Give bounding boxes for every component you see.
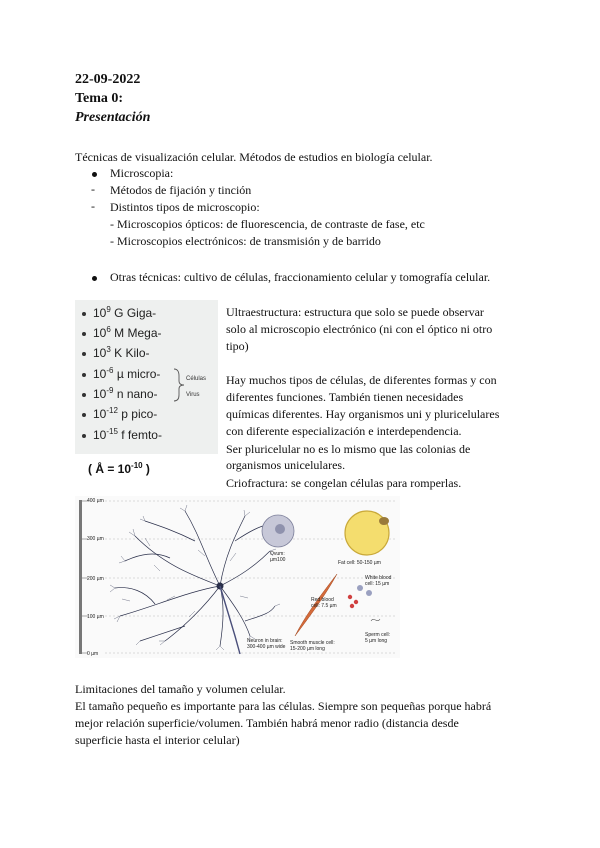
ovum-label: Ovum: [270,551,285,557]
ovum-nucleus-icon [275,524,285,534]
list-item: Métodos de fijación y tinción [110,183,252,197]
white-blood-cell-icon [357,585,363,591]
fat-cell-label: Fat cell: 50-150 µm [338,560,381,566]
prefix-item: $10^{-6}$ µ micro- [82,366,160,381]
red-blood-cell-icon [350,604,354,608]
fat-cell-nucleus-icon [379,517,389,525]
scale-label: 400 µm [87,498,104,504]
prefix-item: $10^3$ K Kilo- [82,345,150,360]
red-blood-cell-label: Red blood [311,597,334,603]
list-item: - Microscopios electrónicos: de transmisión y de barrido [110,234,381,248]
prefix-item: $10^{-9}$ n nano- [82,386,158,401]
bottom-text-line: El tamaño pequeño es importante para las células. Siempre son pequeñas porque habrá [75,699,492,713]
prefix-item: $10^9$ G Giga- [82,305,156,320]
scale-label: 200 µm [87,576,104,582]
bottom-text-line: mejor relación superficie/volumen. También habrá menor radio (distancia desde [75,716,459,730]
date: 22-09-2022 [75,72,141,87]
smooth-muscle-label: Smooth muscle cell: [290,640,335,646]
list-item: - Microscopios ópticos: de fluorescencia, de contraste de fase, etc [110,217,425,231]
prefix-item: $10^6$ M Mega- [82,325,162,340]
white-blood-cell-label: White blood [365,575,392,581]
right-text-line: Criofractura: se congelan células para romperlas. [226,476,462,490]
smooth-muscle-label: 15-200 µm long [290,646,325,652]
red-blood-cell-label: cell: 7.5 µm [311,603,337,609]
neuron-drawing [115,511,275,646]
neuron-label: Neuron in brain: [247,638,283,644]
scale-label: 100 µm [87,614,104,620]
right-text-line: con diferente especialización e interdependencia. [226,424,462,438]
brace-icon [172,368,186,402]
right-text-line: diferentes funciones. También tienen necesidades [226,390,464,404]
red-blood-cell-icon [354,600,358,604]
prefix-item: $10^{-12}$ p pico- [82,406,157,421]
list-item: Otras técnicas: cultivo de células, fraccionamiento celular y tomografía celular. [110,270,491,284]
bottom-text-line: superficie hasta el interior celular) [75,733,240,747]
right-text-line: solo al microscopio electrónico (ni con el óptico ni otro [226,322,493,336]
brace-label-cells: Células [186,376,207,382]
sperm-cell-label: Sperm cell: [365,632,391,638]
ovum-label: µm100 [270,557,286,563]
white-blood-cell-label: cell: 15 µm [365,581,390,587]
right-text-line: químicas diferentes. Hay organismos uni y pluricelulares [226,407,500,421]
page-title: Presentación [75,110,151,125]
neuron-label: 300-400 µm wide [247,644,286,650]
right-text-line: Hay muchos tipos de células, de diferentes formas y con [226,373,497,387]
bullet-icon [92,172,97,177]
right-text-line: Ser pluricelular no es lo mismo que las colonias de [226,442,471,456]
scale-label: 0 µm [87,651,99,657]
sperm-cell-label: 5 µm long [365,638,388,644]
prefix-item: $10^{-15}$ f femto- [82,427,162,442]
list-item: Distintos tipos de microscopio: [110,200,260,214]
sperm-cell-icon [371,619,380,621]
intro-text: Técnicas de visualización celular. Métodos de estudios en biología celular. [75,150,433,164]
right-text-line: tipo) [226,339,249,353]
dash-icon: - [91,199,95,213]
bottom-text-line: Limitaciones del tamaño y volumen celular. [75,682,286,696]
white-blood-cell-icon [366,590,372,596]
right-text-line: organismos unicelulares. [226,458,346,472]
right-text-line: Ultraestructura: estructura que solo se puede observar [226,305,484,319]
topic: Tema 0: [75,91,124,106]
list-item: Microscopia: [110,166,174,180]
scale-label: 300 µm [87,536,104,542]
bullet-icon [92,276,97,281]
red-blood-cell-icon [348,595,352,599]
neuron-branches [110,505,280,650]
angstrom-note: ( Å = $10^{-10}$ ) [88,461,150,476]
dash-icon: - [91,182,95,196]
brace-label-virus: Virus [186,392,200,398]
cell-size-illustration [75,496,400,658]
